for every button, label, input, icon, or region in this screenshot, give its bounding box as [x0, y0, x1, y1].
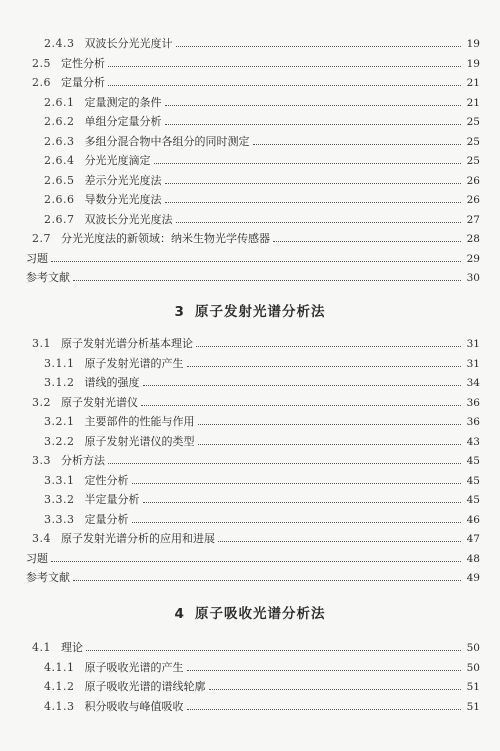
dot-leader: [176, 222, 462, 223]
page-number: 21: [466, 77, 480, 89]
dot-leader: [253, 144, 462, 145]
page-number: 36: [466, 396, 480, 409]
section-number: 2.5: [32, 56, 51, 70]
section-number: 2.6.2: [44, 115, 75, 128]
section-number: 3.2.2: [44, 434, 75, 448]
dot-leader: [176, 46, 462, 47]
toc-entry[interactable]: [44, 209, 480, 227]
toc-entry[interactable]: [44, 353, 480, 371]
section-title: 导数分光光度法: [84, 193, 162, 206]
dot-leader: [86, 650, 461, 651]
section-number: 3.1.1: [44, 356, 75, 370]
dot-leader: [132, 483, 462, 484]
section-number: 2.6: [32, 76, 51, 89]
section-title: 双波长分光光度法: [84, 212, 173, 226]
section-number: 2.6.6: [44, 193, 75, 206]
section-number: 4.1.3: [44, 699, 75, 713]
section-title: 定量测定的条件: [84, 95, 162, 109]
section-title: 理论: [61, 641, 83, 654]
section-number: 2.6.1: [44, 95, 75, 109]
dot-leader: [187, 709, 462, 710]
section-number: 2.6.3: [44, 134, 75, 148]
section-title: 习题: [26, 551, 48, 565]
toc-entry[interactable]: [44, 372, 480, 390]
section-number: 2.6.5: [44, 173, 75, 187]
dot-leader: [198, 424, 462, 425]
page-number: 48: [466, 552, 480, 565]
page-number: 26: [466, 194, 480, 206]
page-number: 28: [466, 233, 480, 245]
section-number: 3.4: [32, 532, 51, 545]
section-title: 多组分混合物中各组分的同时测定: [84, 134, 250, 148]
section-title: 原子发射光谱分析的应用和进展: [61, 532, 215, 545]
dot-leader: [143, 385, 462, 386]
toc-entry[interactable]: [44, 92, 480, 110]
dot-leader: [165, 124, 462, 125]
page-number: 50: [466, 661, 480, 674]
dot-leader: [108, 463, 461, 464]
section-number: 4.1.2: [44, 680, 75, 693]
section-title: 双波长分光光度计: [84, 37, 173, 50]
section-number: 3.2: [32, 395, 51, 409]
section-title: 分光光度法的新领域：纳米生物光学传感器: [61, 232, 270, 245]
toc-entry[interactable]: [26, 267, 480, 285]
toc-entry[interactable]: [26, 248, 480, 266]
section-number: 3.1.2: [44, 376, 75, 389]
toc-entry[interactable]: [44, 111, 480, 129]
page-number: 21: [466, 96, 480, 109]
section-title: 参考文献: [26, 271, 70, 284]
section-title: 积分吸收与峰值吸收: [84, 699, 184, 713]
section-number: 3.3.2: [44, 493, 75, 506]
page-number: 51: [466, 681, 480, 693]
page-number: 45: [466, 474, 480, 487]
toc-entry[interactable]: [44, 411, 480, 429]
dot-leader: [51, 561, 461, 562]
page-number: 19: [466, 57, 480, 70]
dot-leader: [187, 366, 462, 367]
page-number: 49: [466, 572, 480, 584]
toc-entry[interactable]: [32, 450, 480, 468]
section-title: 原子吸收光谱的产生: [84, 660, 184, 674]
page-number: 43: [466, 435, 480, 448]
dot-leader: [187, 670, 462, 671]
section-title: 分光光度滴定: [84, 154, 151, 167]
section-title: 原子吸收光谱的谱线轮廓: [84, 680, 206, 693]
dot-leader: [273, 241, 461, 242]
dot-leader: [154, 163, 462, 164]
toc-entry[interactable]: [32, 72, 480, 90]
toc-entry[interactable]: [26, 548, 480, 566]
section-number: 2.4.3: [44, 37, 75, 50]
chapter-number: 3: [174, 304, 185, 320]
section-title: 差示分光光度法: [84, 173, 162, 187]
section-number: 4.1.1: [44, 660, 75, 674]
page-number: 46: [466, 513, 480, 526]
toc-entry[interactable]: [44, 470, 480, 488]
dot-leader: [132, 522, 462, 523]
toc-entry[interactable]: [44, 676, 480, 694]
section-title: 谱线的强度: [84, 376, 140, 389]
page-number: 34: [466, 377, 480, 389]
section-title: 定量分析: [61, 76, 105, 89]
section-number: 2.6.7: [44, 212, 75, 226]
section-title: 定性分析: [84, 473, 129, 487]
section-title: 原子发射光谱分析基本理论: [61, 337, 193, 350]
toc-entry[interactable]: [32, 53, 480, 71]
dot-leader: [209, 689, 462, 690]
page-number: 31: [466, 338, 480, 350]
toc-entry[interactable]: [44, 170, 480, 188]
dot-leader: [143, 502, 462, 503]
toc-entry[interactable]: [32, 528, 480, 546]
page-number: 25: [466, 135, 480, 148]
toc-entry[interactable]: [44, 489, 480, 507]
dot-leader: [218, 541, 461, 542]
section-title: 原子发射光谱仪的类型: [84, 434, 195, 448]
section-number: 3.3: [32, 454, 51, 467]
toc-entry[interactable]: [44, 657, 480, 675]
dot-leader: [51, 261, 461, 262]
toc-entry[interactable]: [44, 33, 480, 51]
toc-entry[interactable]: [44, 696, 480, 714]
dot-leader: [73, 280, 461, 281]
section-title: 习题: [26, 251, 48, 265]
section-number: 3.3.3: [44, 512, 75, 526]
toc-entry[interactable]: [32, 637, 480, 655]
toc-entry[interactable]: [26, 567, 480, 585]
page-number: 36: [466, 416, 480, 428]
toc-entry[interactable]: [44, 131, 480, 149]
page-number: 19: [466, 38, 480, 50]
section-number: 2.6.4: [44, 154, 75, 167]
toc-entry[interactable]: [32, 392, 480, 410]
dot-leader: [108, 85, 461, 86]
section-title: 定性分析: [61, 56, 105, 70]
section-number: 3.2.1: [44, 415, 75, 428]
page-number: 30: [466, 272, 480, 284]
section-title: 参考文献: [26, 571, 70, 584]
page-number: 25: [466, 155, 480, 167]
toc-entry[interactable]: [44, 509, 480, 527]
page-number: 29: [466, 252, 480, 265]
page-number: 25: [466, 116, 480, 128]
section-number: 3.1: [32, 337, 51, 350]
section-number: 3.3.1: [44, 473, 75, 487]
chapter-title: 原子吸收光谱分析法: [194, 606, 326, 622]
chapter-title: 原子发射光谱分析法: [194, 304, 326, 320]
page-number: 27: [466, 213, 480, 226]
section-title: 定量分析: [84, 512, 129, 526]
section-title: 原子发射光谱的产生: [84, 356, 184, 370]
chapter-4-heading: [0, 602, 500, 622]
section-title: 单组分定量分析: [84, 115, 162, 128]
section-title: 主要部件的性能与作用: [84, 415, 195, 428]
dot-leader: [165, 183, 462, 184]
dot-leader: [165, 105, 462, 106]
section-title: 分析方法: [61, 454, 105, 467]
dot-leader: [73, 580, 461, 581]
toc-entry[interactable]: [44, 150, 480, 168]
page-number: 31: [466, 357, 480, 370]
page-number: 47: [466, 533, 480, 545]
toc-entry[interactable]: [32, 333, 480, 351]
page-number: 50: [466, 642, 480, 654]
dot-leader: [196, 346, 461, 347]
section-number: 4.1: [32, 641, 51, 654]
dot-leader: [165, 202, 462, 203]
toc-entry[interactable]: [44, 431, 480, 449]
section-title: 原子发射光谱仪: [61, 395, 138, 409]
section-title: 半定量分析: [84, 493, 140, 506]
page-number: 45: [466, 494, 480, 506]
toc-entry[interactable]: [44, 189, 480, 207]
section-number: 2.7: [32, 232, 51, 245]
dot-leader: [198, 444, 462, 445]
page-number: 26: [466, 174, 480, 187]
chapter-number: 4: [174, 606, 185, 622]
dot-leader: [141, 405, 461, 406]
dot-leader: [108, 66, 461, 67]
toc-entry[interactable]: [32, 228, 480, 246]
page-number: 45: [466, 455, 480, 467]
chapter-3-heading: [0, 300, 500, 320]
page-number: 51: [466, 700, 480, 713]
